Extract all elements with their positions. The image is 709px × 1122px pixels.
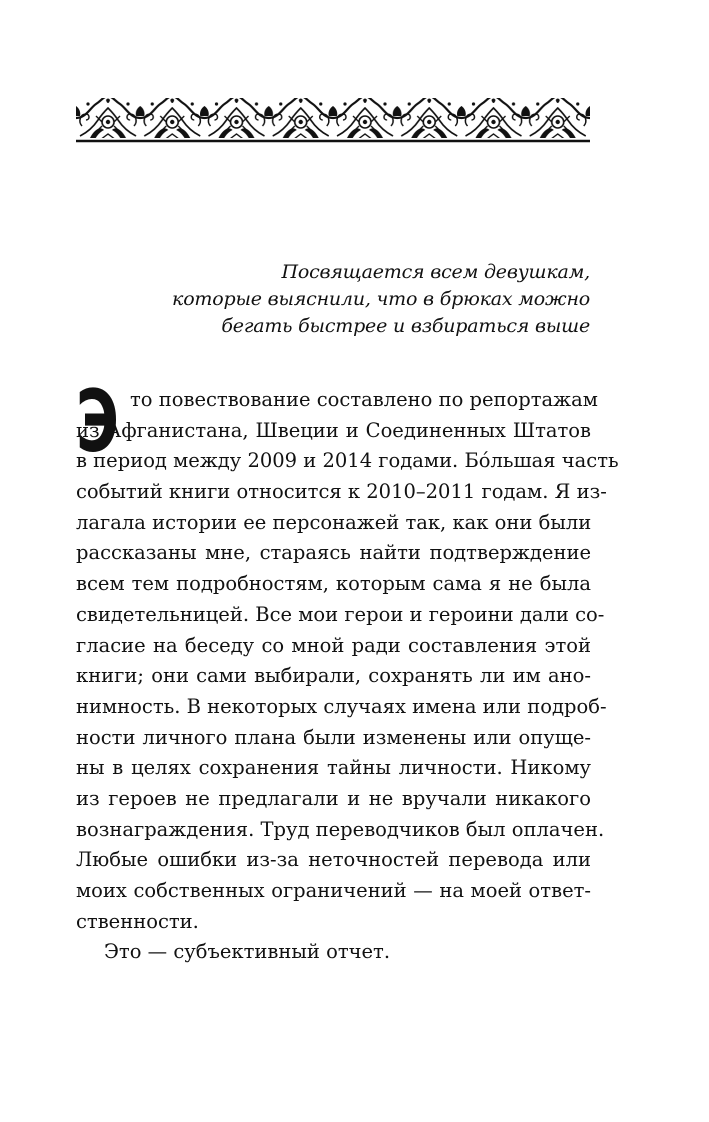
text-line: то повествование составлено по репортажам (130, 388, 598, 411)
text-line: нимность. В некоторых случаях имена или подроб- (76, 694, 607, 718)
text-line: рассказаны мне, стараясь найти подтверждение (76, 541, 591, 565)
body-text (76, 372, 619, 968)
dedication-line: которые выяснили, что в брюках можно (172, 288, 590, 310)
ornament-pattern (76, 96, 590, 144)
closing-line: Это — субъективный отчет. (104, 940, 391, 964)
text-line: свидетельницей. Все мои герои и героини дали со- (76, 602, 605, 626)
drop-cap: Э (76, 372, 119, 472)
text-line: ственности. (76, 909, 199, 933)
text-line: ны в целях сохранения тайны личности. Никому (76, 756, 591, 780)
text-line: лагала истории ее персонажей так, как они были (76, 510, 592, 534)
text-line: ности личного плана были изменены или опуще- (76, 725, 591, 749)
dedication-line: Посвящается всем девушкам, (281, 261, 590, 283)
text-line: Любые ошибки из-за неточностей перевода или (76, 848, 591, 872)
decorative-ornament-border (76, 96, 590, 144)
text-line: всем тем подробностям, которым сама я не была (76, 572, 591, 596)
text-line: событий книги относится к 2010–2011 годам. Я из- (76, 480, 607, 504)
text-line: из Афганистана, Швеции и Соединенных Штатов (76, 418, 591, 442)
text-line: вознаграждения. Труд переводчиков был оплачен. (76, 817, 605, 841)
text-line: гласие на беседу со мной ради составления этой (76, 633, 591, 657)
dedication-line: бегать быстрее и взбираться выше (221, 315, 590, 337)
text-line: моих собственных ограничений — на моей ответ- (76, 879, 591, 902)
text-line: книги; они сами выбирали, сохранять ли им ано- (76, 664, 591, 688)
text-line: из героев не предлагали и не вручали никакого (76, 786, 591, 810)
text-line: в период между 2009 и 2014 годами. Бóльшая часть (76, 449, 619, 473)
dedication (172, 259, 590, 340)
